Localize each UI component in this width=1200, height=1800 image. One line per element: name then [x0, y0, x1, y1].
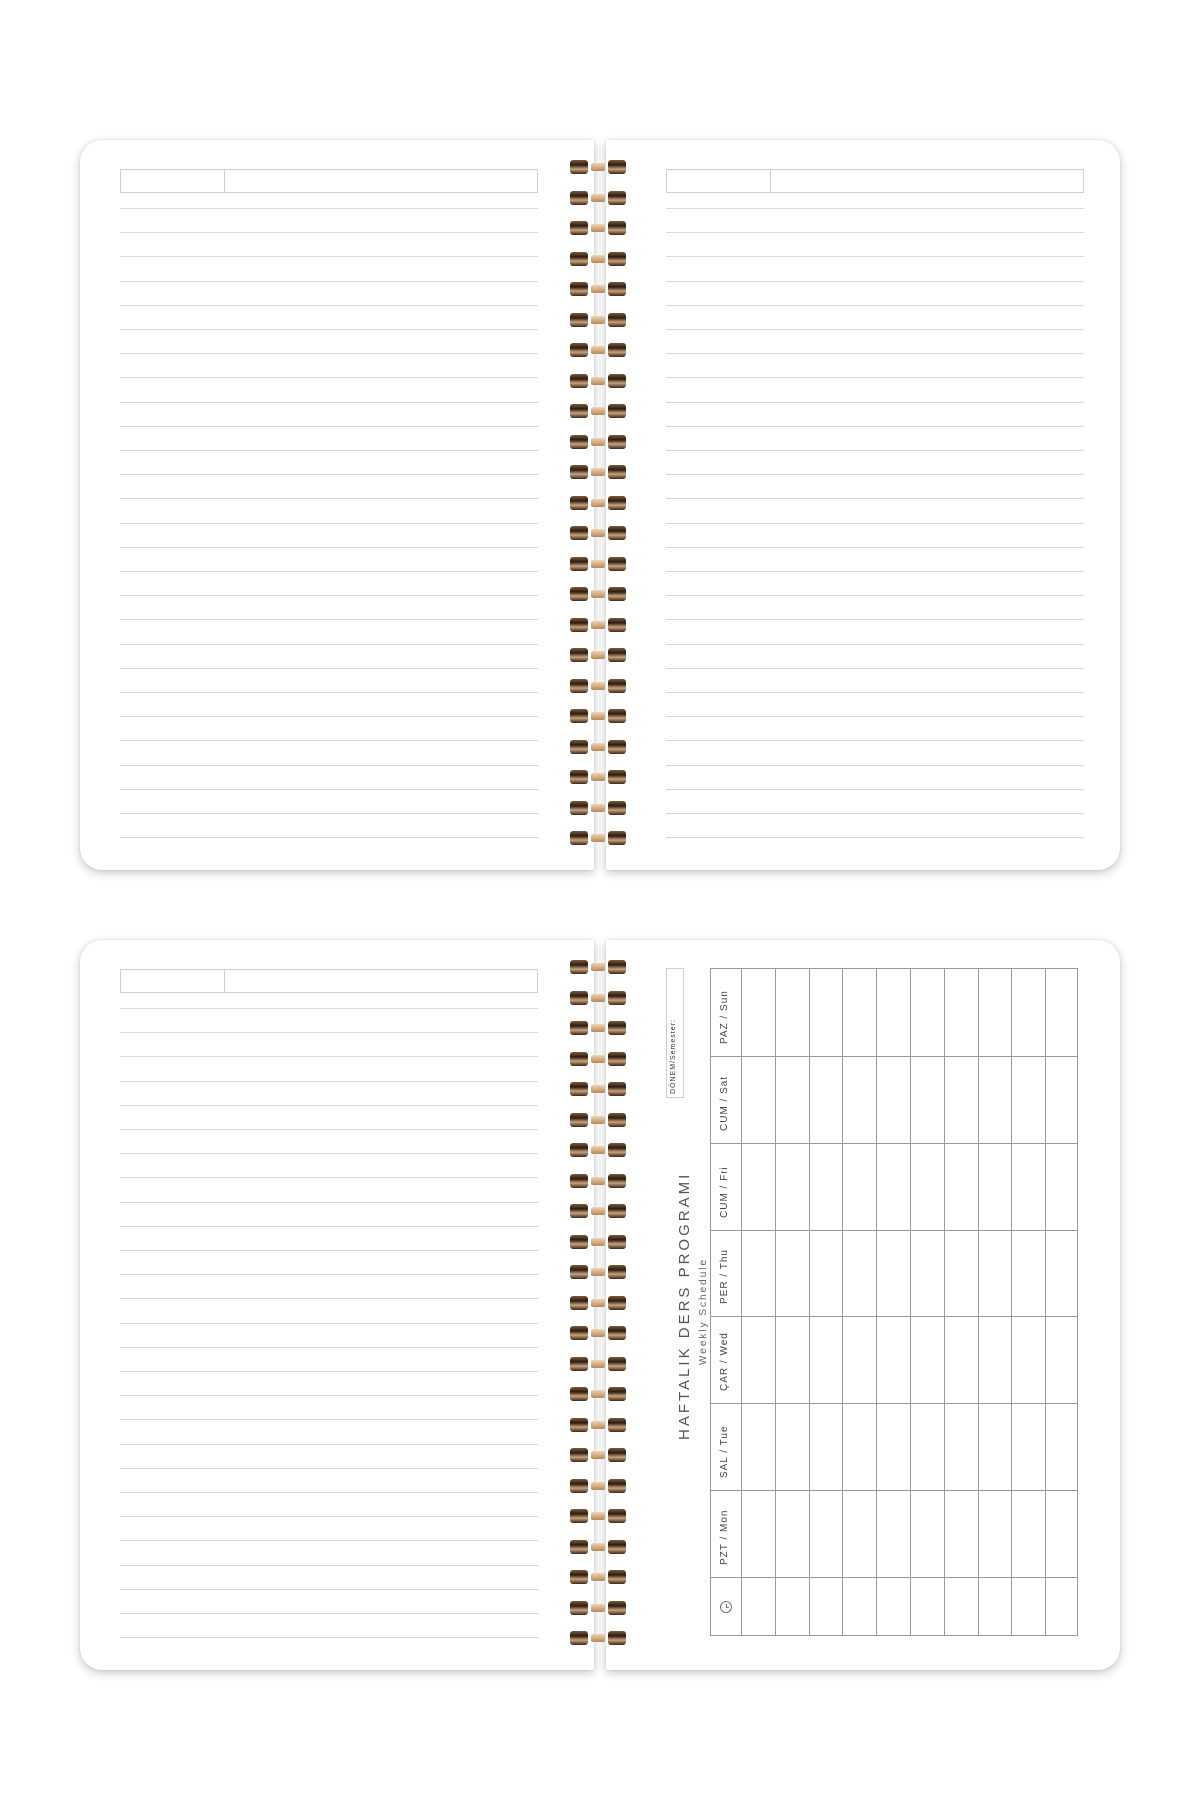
ruled-line: [120, 1589, 538, 1590]
spiral-coil: [570, 1601, 630, 1615]
ruled-line: [666, 450, 1084, 451]
ruled-line: [666, 426, 1084, 427]
ruled-line: [666, 789, 1084, 790]
left-page: [80, 140, 594, 870]
spiral-coil: [570, 991, 630, 1005]
spiral-coil: [570, 1540, 630, 1554]
ruled-line: [120, 1226, 538, 1227]
ruled-line: [666, 837, 1084, 838]
header-box: [120, 169, 538, 193]
ruled-line: [666, 353, 1084, 354]
spiral-coil: [570, 740, 630, 754]
spiral-coil: [570, 282, 630, 296]
ruled-line: [666, 644, 1084, 645]
schedule-table: [710, 968, 1078, 1636]
ruled-line: [120, 547, 538, 548]
day-label: SAL / Tue: [719, 1425, 730, 1479]
grid-row-line: [711, 1316, 1077, 1317]
ruled-line: [120, 813, 538, 814]
ruled-line: [120, 402, 538, 403]
ruled-line: [120, 1153, 538, 1154]
ruled-line: [120, 1081, 538, 1082]
spiral-coil: [570, 1326, 630, 1340]
ruled-line: [120, 595, 538, 596]
ruled-line: [120, 1177, 538, 1178]
spiral-coil: [570, 709, 630, 723]
ruled-line: [120, 377, 538, 378]
spiral-coil: [570, 313, 630, 327]
ruled-line: [666, 208, 1084, 209]
ruled-line: [120, 1056, 538, 1057]
ruled-line: [120, 329, 538, 330]
spiral-coil: [570, 374, 630, 388]
grid-column-line: [1011, 969, 1012, 1635]
grid-row-line: [711, 1056, 1077, 1057]
spiral-binding: [570, 940, 630, 1670]
day-label: ÇAR / Wed: [719, 1332, 730, 1392]
spiral-coil: [570, 1235, 630, 1249]
ruled-lines: [120, 940, 538, 1670]
ruled-line: [120, 426, 538, 427]
ruled-line: [120, 1371, 538, 1372]
grid-column-line: [842, 969, 843, 1635]
ruled-line: [666, 571, 1084, 572]
ruled-line: [120, 305, 538, 306]
ruled-line: [666, 523, 1084, 524]
spiral-coil: [570, 526, 630, 540]
spiral-coil: [570, 960, 630, 974]
spiral-coil: [570, 557, 630, 571]
spiral-coil: [570, 1387, 630, 1401]
grid-row-line: [711, 1143, 1077, 1144]
ruled-line: [120, 1540, 538, 1541]
ruled-line: [120, 1202, 538, 1203]
ruled-line: [666, 305, 1084, 306]
ruled-line: [666, 232, 1084, 233]
schedule-subtitle: Weekly Schedule: [698, 1257, 709, 1365]
spiral-coil: [570, 770, 630, 784]
ruled-line: [120, 450, 538, 451]
ruled-line: [120, 1637, 538, 1638]
spiral-coil: [570, 1631, 630, 1645]
ruled-line: [120, 1468, 538, 1469]
spiral-coil: [570, 618, 630, 632]
grid-row-line: [711, 1490, 1077, 1491]
ruled-line: [666, 668, 1084, 669]
spiral-binding: [570, 140, 630, 870]
right-page: [606, 140, 1120, 870]
grid-column-line: [978, 969, 979, 1635]
spiral-coil: [570, 1052, 630, 1066]
spiral-coil: [570, 435, 630, 449]
spiral-coil: [570, 404, 630, 418]
ruled-lines: [666, 140, 1084, 870]
spiral-coil: [570, 465, 630, 479]
spiral-coil: [570, 160, 630, 174]
grid-column-line: [741, 969, 742, 1635]
spiral-coil: [570, 252, 630, 266]
day-label: PAZ / Sun: [719, 990, 730, 1044]
ruled-line: [120, 1129, 538, 1130]
grid-row-line: [711, 1230, 1077, 1231]
spiral-coil: [570, 1082, 630, 1096]
grid-column-line: [1045, 969, 1046, 1635]
spiral-coil: [570, 679, 630, 693]
spiral-coil: [570, 1143, 630, 1157]
ruled-line: [120, 1565, 538, 1566]
ruled-line: [120, 1347, 538, 1348]
ruled-line: [120, 1250, 538, 1251]
spiral-coil: [570, 831, 630, 845]
header-box: [120, 969, 538, 993]
ruled-line: [666, 765, 1084, 766]
ruled-line: [120, 668, 538, 669]
spiral-coil: [570, 1021, 630, 1035]
spiral-coil: [570, 1509, 630, 1523]
spiral-coil: [570, 1113, 630, 1127]
ruled-line: [120, 1492, 538, 1493]
spiral-coil: [570, 1570, 630, 1584]
ruled-line: [120, 353, 538, 354]
ruled-line: [120, 1105, 538, 1106]
spiral-coil: [570, 496, 630, 510]
spiral-coil: [570, 1418, 630, 1432]
ruled-line: [120, 740, 538, 741]
header-box: [666, 169, 1084, 193]
schedule-page: [606, 940, 1120, 1670]
grid-column-line: [876, 969, 877, 1635]
grid-row-line: [711, 1577, 1077, 1578]
ruled-line: [666, 692, 1084, 693]
notebook-spread-bottom: [80, 940, 1120, 1670]
ruled-line: [666, 474, 1084, 475]
semester-label: DÖNEM/Semester:: [670, 1019, 677, 1094]
spiral-coil: [570, 587, 630, 601]
ruled-line: [120, 644, 538, 645]
ruled-lines: [120, 140, 538, 870]
grid-row-line: [711, 1403, 1077, 1404]
ruled-line: [120, 474, 538, 475]
spiral-coil: [570, 191, 630, 205]
spiral-coil: [570, 1174, 630, 1188]
spiral-coil: [570, 1448, 630, 1462]
spiral-coil: [570, 343, 630, 357]
ruled-line: [120, 1444, 538, 1445]
ruled-line: [666, 595, 1084, 596]
ruled-line: [666, 740, 1084, 741]
spiral-coil: [570, 801, 630, 815]
day-label: PZT / Mon: [719, 1509, 730, 1565]
ruled-line: [666, 813, 1084, 814]
ruled-line: [120, 619, 538, 620]
ruled-line: [120, 716, 538, 717]
ruled-line: [120, 281, 538, 282]
ruled-line: [120, 837, 538, 838]
ruled-line: [666, 281, 1084, 282]
left-page: [80, 940, 594, 1670]
ruled-line: [120, 256, 538, 257]
semester-field[interactable]: [666, 968, 684, 1098]
grid-column-line: [775, 969, 776, 1635]
ruled-line: [120, 1032, 538, 1033]
ruled-line: [120, 498, 538, 499]
ruled-line: [666, 256, 1084, 257]
ruled-line: [120, 692, 538, 693]
day-label: CUM / Sat: [719, 1075, 730, 1131]
ruled-line: [120, 1419, 538, 1420]
spiral-coil: [570, 1204, 630, 1218]
spiral-coil: [570, 221, 630, 235]
clock-icon: [720, 1601, 732, 1613]
spiral-coil: [570, 1296, 630, 1310]
ruled-line: [120, 1008, 538, 1009]
spiral-coil: [570, 1357, 630, 1371]
ruled-line: [120, 1298, 538, 1299]
ruled-line: [120, 765, 538, 766]
spiral-coil: [570, 1265, 630, 1279]
grid-column-line: [910, 969, 911, 1635]
ruled-line: [666, 619, 1084, 620]
day-label: PER / Thu: [719, 1249, 730, 1305]
ruled-line: [120, 1323, 538, 1324]
ruled-line: [120, 232, 538, 233]
ruled-line: [120, 1613, 538, 1614]
day-label: CUM / Fri: [719, 1165, 730, 1218]
ruled-line: [666, 377, 1084, 378]
spiral-coil: [570, 1479, 630, 1493]
ruled-line: [120, 571, 538, 572]
schedule-title: HAFTALIK DERS PROGRAMI: [676, 1171, 693, 1440]
ruled-line: [120, 523, 538, 524]
grid-column-line: [944, 969, 945, 1635]
ruled-line: [120, 1395, 538, 1396]
ruled-line: [120, 208, 538, 209]
ruled-line: [666, 402, 1084, 403]
grid-column-line: [809, 969, 810, 1635]
ruled-line: [666, 498, 1084, 499]
notebook-spread-top: [80, 140, 1120, 870]
ruled-line: [120, 1274, 538, 1275]
ruled-line: [120, 1516, 538, 1517]
ruled-line: [666, 329, 1084, 330]
spiral-coil: [570, 648, 630, 662]
ruled-line: [666, 547, 1084, 548]
ruled-line: [120, 789, 538, 790]
ruled-line: [666, 716, 1084, 717]
